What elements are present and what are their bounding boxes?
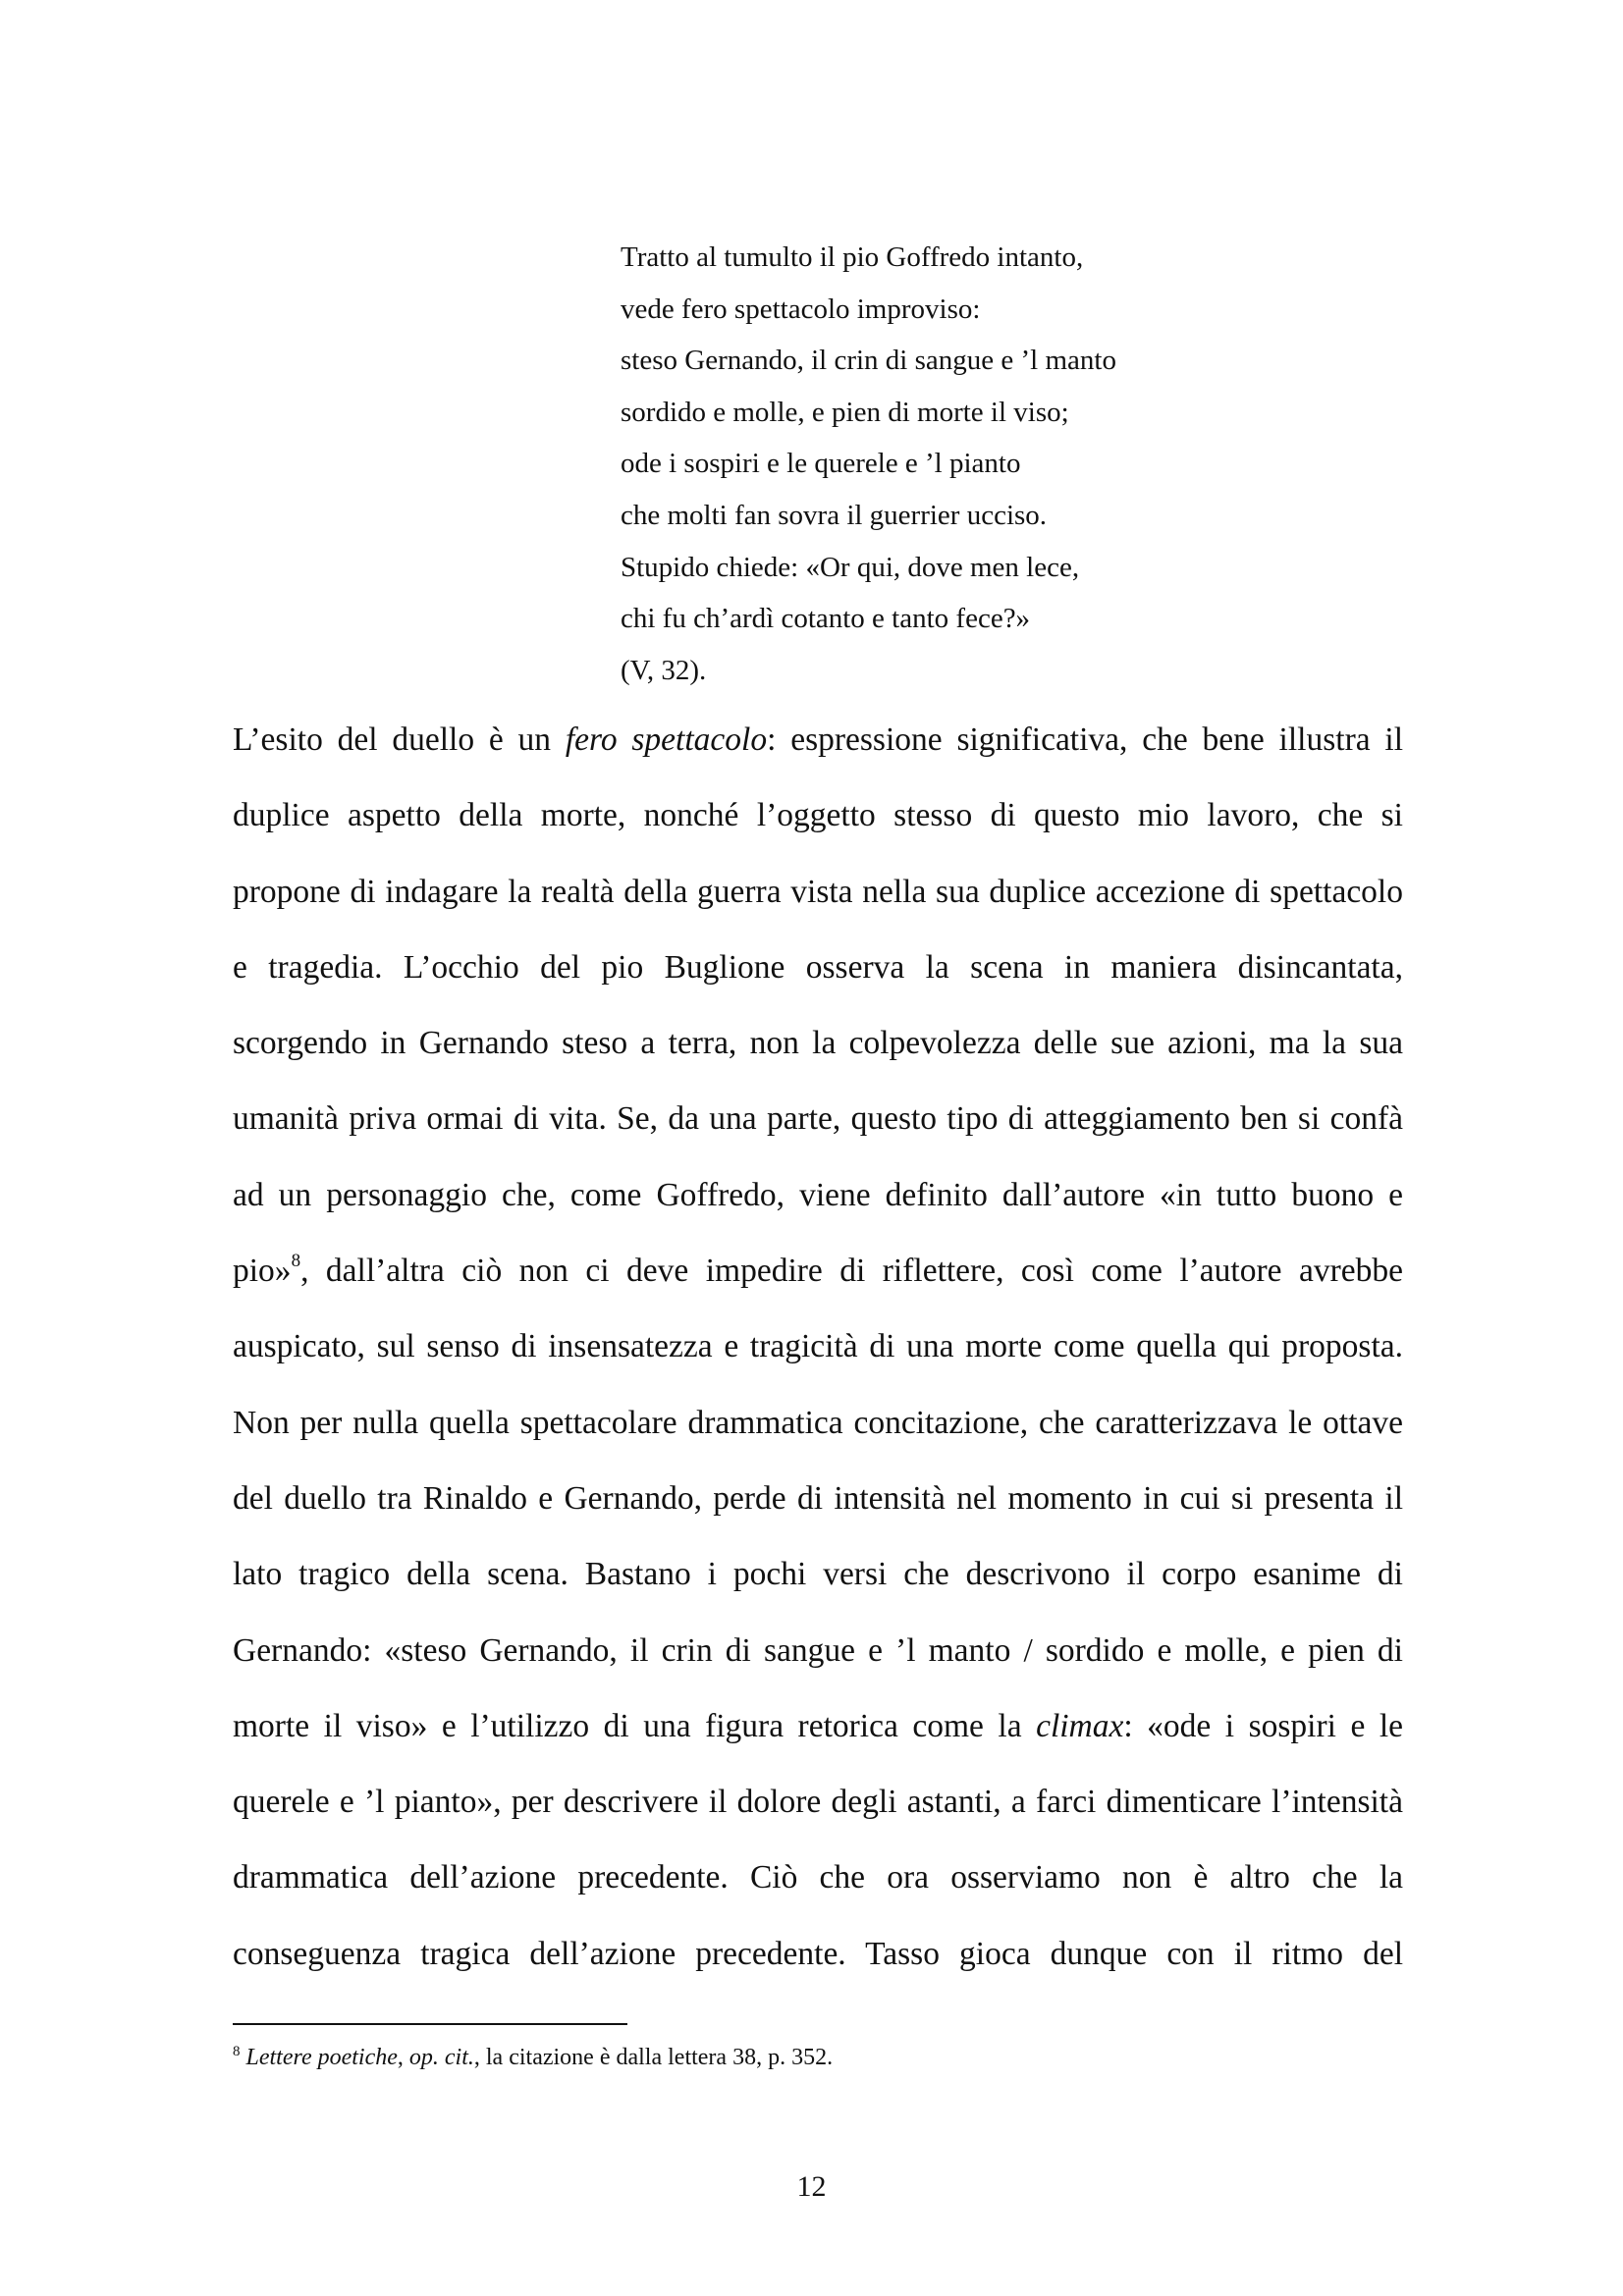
text-run: L’esito del duello è un [233, 721, 566, 758]
text-run: : espressione significativa, che bene illustra il [767, 721, 1404, 758]
body-line: umanità priva ormai di vita. Se, da una parte, questo tipo di atteggiamento ben si confà [233, 1100, 1403, 1138]
verse-line: che molti fan sovra il guerrier ucciso. [621, 499, 1048, 531]
body-line [233, 1688, 1403, 1764]
body-line [233, 702, 1403, 777]
page-number: 12 [796, 2170, 827, 2203]
body-line: propone di indagare la realtà della guerra vista nella sua duplice accezione di spettacolo [233, 873, 1403, 910]
body-line: Gernando: «steso Gernando, il crin di sangue e ’l manto / sordido e molle, e pien di [233, 1631, 1403, 1669]
text-run: : «ode i sospiri e le [1123, 1707, 1403, 1744]
verse-line: sordido e molle, e pien di morte il viso; [621, 396, 1069, 428]
text-run: pio» [233, 1253, 292, 1290]
body-line: scorgendo in Gernando steso a terra, non la colpevolezza delle sue azioni, ma la sua [233, 1025, 1403, 1062]
footnote-opcit: op. cit. [408, 2045, 474, 2070]
verse-quotation [621, 232, 1308, 696]
text-run: , dall’altra ciò non ci deve impedire di riflettere, così come l’autore avrebbe [300, 1253, 1403, 1290]
italic-term: fero spettacolo [565, 721, 768, 758]
verse-line: ode i sospiri e le querele e ’l pianto [621, 448, 1021, 480]
body-line: querele e ’l pianto», per descrivere il dolore degli astanti, a farci dimenticare l’intensità [233, 1784, 1403, 1821]
footnote-number: 8 [233, 2044, 241, 2059]
text-run: morte il viso» e l’utilizzo di una figura retorica come la [233, 1707, 1037, 1744]
body-paragraph [233, 702, 1403, 1992]
body-line: ad un personaggio che, come Goffredo, viene definito dall’autore «in tutto buono e [233, 1176, 1403, 1213]
footnote [233, 2038, 1403, 2077]
italic-term: climax [1036, 1707, 1124, 1744]
body-line [233, 1233, 1403, 1308]
body-line: del duello tra Rinaldo e Gernando, perde di intensità nel momento in cui si presenta il [233, 1479, 1403, 1517]
verse-citation: (V, 32). [621, 654, 707, 686]
body-line: e tragedia. L’occhio del pio Buglione osserva la scena in maniera disincantata, [233, 948, 1403, 986]
body-line: conseguenza tragica dell’azione precedente. Tasso gioca dunque con il ritmo del [233, 1935, 1403, 1972]
verse-line: chi fu ch’ardì cotanto e tanto fece?» [621, 603, 1031, 635]
footnote-divider [233, 2023, 627, 2025]
body-line: auspicato, sul senso di insensatezza e tragicità di una morte come quella qui proposta. [233, 1328, 1403, 1365]
footnote-separator: , [397, 2045, 409, 2070]
verse-line: vede fero spettacolo improviso: [621, 293, 981, 325]
verse-line: Tratto al tumulto il pio Goffredo intanto, [621, 241, 1084, 273]
body-line: Non per nulla quella spettacolare drammatica concitazione, che caratterizzava le ottave [233, 1404, 1403, 1441]
body-line: lato tragico della scena. Bastano i pochi versi che descrivono il corpo esanime di [233, 1556, 1403, 1593]
footnote-title: Lettere poetiche [245, 2045, 398, 2070]
body-line: duplice aspetto della morte, nonché l’oggetto stesso di questo mio lavoro, che si [233, 797, 1403, 834]
verse-line: Stupido chiede: «Or qui, dove men lece, [621, 551, 1080, 583]
verse-line: steso Gernando, il crin di sangue e ’l manto [621, 345, 1116, 377]
footnote-text: , la citazione è dalla lettera 38, p. 352. [473, 2045, 834, 2070]
footnote-reference[interactable]: 8 [291, 1251, 301, 1272]
body-line: drammatica dell’azione precedente. Ciò che ora osserviamo non è altro che la [233, 1859, 1403, 1896]
